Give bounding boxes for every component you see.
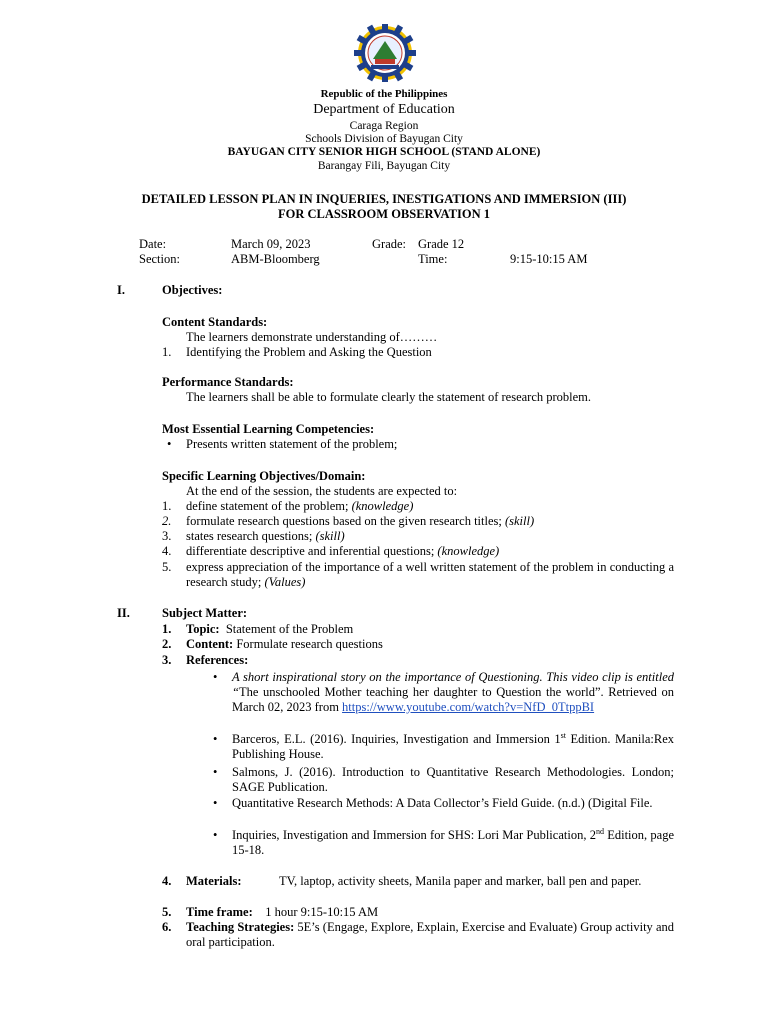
slo-item-num: 2.: [162, 514, 172, 528]
materials-num: 4.: [162, 874, 172, 888]
slo-item: formulate research questions based on the given research titles; (skill): [186, 514, 535, 528]
department-line: Department of Education: [313, 102, 455, 117]
slo-item-num: 4.: [162, 544, 172, 558]
subject-matter-heading: Subject Matter:: [162, 606, 248, 620]
topic-num: 1.: [162, 622, 172, 636]
time-label: Time:: [418, 252, 448, 266]
slo-item-num: 3.: [162, 529, 172, 543]
lesson-plan-subtitle: FOR CLASSROOM OBSERVATION 1: [278, 207, 490, 221]
materials-value: TV, laptop, activity sheets, Manila paper and marker, ball pen and paper.: [279, 874, 642, 888]
reference-item: • Salmons, J. (2016). Introduction to Quantitative Research Methodologies. London; SAGE Publication.: [232, 765, 674, 795]
time-frame-line: Time frame: 1 hour 9:15-10:15 AM: [186, 905, 379, 919]
content-num: 2.: [162, 637, 172, 651]
melc-bullet: • Presents written statement of the problem;: [186, 437, 397, 452]
slo-intro: At the end of the session, the students are expected to:: [186, 484, 458, 498]
youtube-link[interactable]: https://www.youtube.com/watch?v=NfD_0TtppBI: [342, 700, 595, 714]
objectives-heading: Objectives:: [162, 283, 223, 297]
performance-standards-heading: Performance Standards:: [162, 375, 294, 389]
school-name-line: BAYUGAN CITY SENIOR HIGH SCHOOL (STAND ALONE): [227, 146, 541, 158]
reference-item: • Quantitative Research Methods: A Data Collector’s Field Guide. (n.d.) (Digital File.: [232, 796, 674, 811]
region-line: Caraga Region: [349, 120, 419, 132]
section-label: Section:: [139, 252, 180, 266]
strategies-line: Teaching Strategies: 5E’s (Engage, Explore, Explain, Exercise and Evaluate) Group activity and oral participation.: [186, 920, 674, 949]
slo-item: define statement of the problem; (knowledge): [186, 499, 414, 513]
content-standards-text: The learners demonstrate understanding of………: [186, 330, 438, 344]
section-ii-numeral: II.: [117, 606, 130, 620]
content-standards-item: Identifying the Problem and Asking the Question: [186, 345, 432, 359]
date-value: March 09, 2023: [231, 237, 311, 251]
time-value: 9:15-10:15 AM: [510, 252, 588, 266]
reference-item: • Barceros, E.L. (2016). Inquiries, Investigation and Immersion 1st Edition. Manila:Rex Publishing House.: [232, 732, 674, 762]
reference-item: • A short inspirational story on the importance of Questioning. This video clip is entitled “The unschooled Mother teaching her daughter to Question the world”. Retrieved on March 02, 2023 from https://www.youtube.com/watch?v=NfD_0TtppBI: [232, 670, 674, 715]
slo-item: states research questions; (skill): [186, 529, 345, 543]
grade-label: Grade:: [372, 237, 407, 251]
section-i-numeral: I.: [117, 283, 125, 297]
address-line: Barangay Fili, Bayugan City: [317, 160, 451, 172]
materials-label: Materials:: [186, 874, 242, 888]
content-line: Content: Formulate research questions: [186, 637, 383, 651]
date-label: Date:: [139, 237, 167, 251]
school-seal-logo: [346, 24, 424, 82]
reference-item: • Inquiries, Investigation and Immersion for SHS: Lori Mar Publication, 2nd Edition, page 15-18.: [232, 828, 674, 858]
slo-heading: Specific Learning Objectives/Domain:: [162, 469, 366, 483]
grade-value: Grade 12: [418, 237, 465, 251]
division-line: Schools Division of Bayugan City: [305, 133, 463, 145]
references-label: References:: [186, 653, 249, 667]
melc-heading: Most Essential Learning Competencies:: [162, 422, 375, 436]
slo-item: express appreciation of the importance of a well written statement of the problem in conducting a research study; (Values): [186, 560, 674, 589]
time-frame-num: 5.: [162, 905, 172, 919]
strategies-num: 6.: [162, 920, 172, 934]
section-value: ABM-Bloomberg: [231, 252, 320, 266]
lesson-plan-title: DETAILED LESSON PLAN IN INQUERIES, INESTIGATIONS AND IMMERSION (III): [141, 192, 627, 206]
performance-standards-text: The learners shall be able to formulate clearly the statement of research problem.: [186, 390, 592, 404]
content-standards-heading: Content Standards:: [162, 315, 268, 329]
references-num: 3.: [162, 653, 172, 667]
slo-item-num: 1.: [162, 499, 172, 513]
topic-line: Topic: Statement of the Problem: [186, 622, 354, 636]
country-line: Republic of the Philippines: [320, 88, 448, 100]
slo-item-num: 5.: [162, 560, 172, 574]
slo-item: differentiate descriptive and inferential questions; (knowledge): [186, 544, 500, 558]
content-standards-item-num: 1.: [162, 345, 172, 359]
